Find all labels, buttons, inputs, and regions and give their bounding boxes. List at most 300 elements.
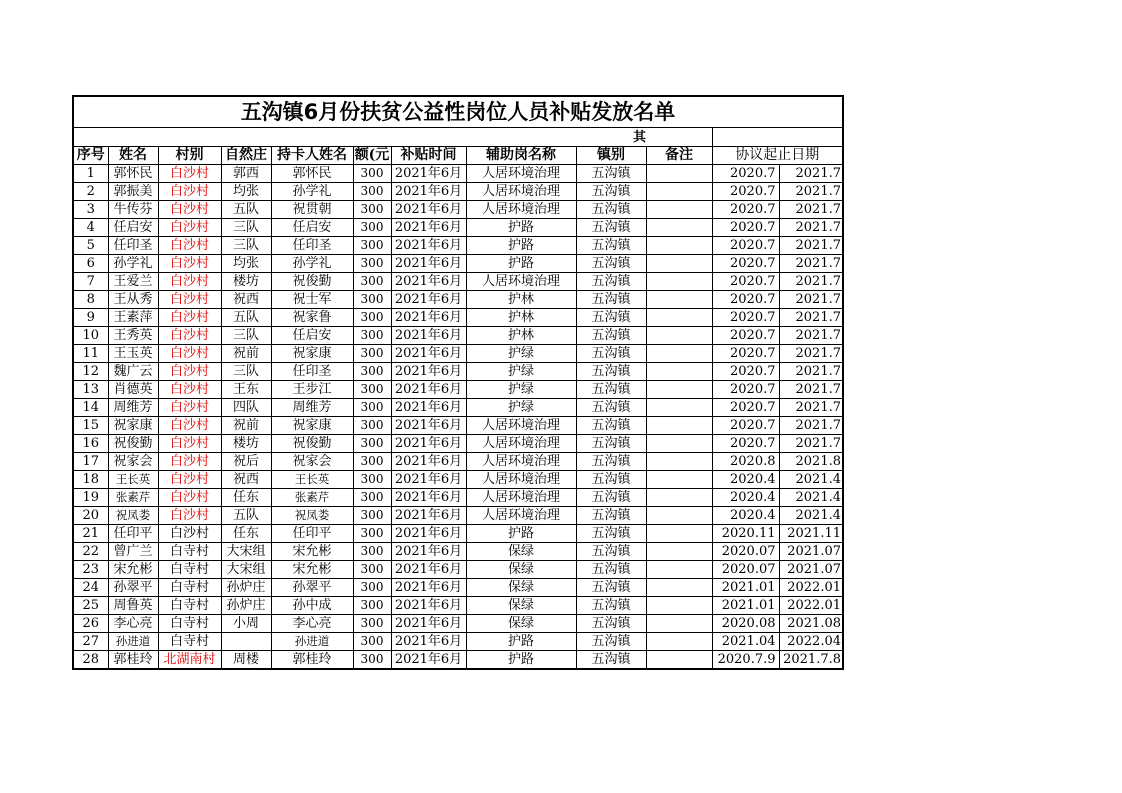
table-row [73, 273, 843, 291]
cell-note [646, 399, 712, 417]
table-row [73, 579, 843, 597]
cell-name: 任启安 [108, 219, 158, 237]
cell-no: 3 [73, 201, 108, 219]
header-holder: 持卡人姓名 [271, 147, 353, 165]
cell-start-date: 2020.7.9 [712, 651, 779, 670]
cell-end-date: 2021.7 [779, 417, 843, 435]
cell-name: 王从秀 [108, 291, 158, 309]
table-row [73, 291, 843, 309]
cell-post: 人居环境治理 [466, 453, 576, 471]
table-row [73, 561, 843, 579]
cell-note [646, 561, 712, 579]
cell-village: 白沙村 [158, 381, 221, 399]
cell-start-date: 2020.7 [712, 183, 779, 201]
cell-town: 五沟镇 [576, 363, 646, 381]
cell-holder: 祝家鲁 [271, 309, 353, 327]
cell-village: 白沙村 [158, 471, 221, 489]
cell-town: 五沟镇 [576, 471, 646, 489]
cell-period: 2021年6月 [391, 345, 466, 363]
cell-amount: 300 [353, 291, 391, 309]
cell-post: 人居环境治理 [466, 417, 576, 435]
header-period: 补贴时间 [391, 147, 466, 165]
cell-note [646, 183, 712, 201]
cell-town: 五沟镇 [576, 255, 646, 273]
cell-end-date: 2021.8 [779, 453, 843, 471]
cell-period: 2021年6月 [391, 273, 466, 291]
cell-name: 孙学礼 [108, 255, 158, 273]
cell-name: 郭振美 [108, 183, 158, 201]
cell-no: 17 [73, 453, 108, 471]
cell-hamlet: 四队 [221, 399, 271, 417]
cell-end-date: 2021.7 [779, 255, 843, 273]
cell-post: 护绿 [466, 345, 576, 363]
cell-hamlet [221, 633, 271, 651]
cell-town: 五沟镇 [576, 633, 646, 651]
cell-no: 4 [73, 219, 108, 237]
header-name: 姓名 [108, 147, 158, 165]
cell-amount: 300 [353, 237, 391, 255]
cell-post: 护绿 [466, 381, 576, 399]
cell-hamlet: 祝后 [221, 453, 271, 471]
cell-town: 五沟镇 [576, 273, 646, 291]
cell-end-date: 2022.01 [779, 597, 843, 615]
cell-town: 五沟镇 [576, 435, 646, 453]
cell-village: 白沙村 [158, 201, 221, 219]
header-row [73, 147, 843, 165]
cell-town: 五沟镇 [576, 165, 646, 183]
header-town: 镇别 [576, 147, 646, 165]
table-row [73, 219, 843, 237]
cell-end-date: 2021.4 [779, 489, 843, 507]
cell-no: 13 [73, 381, 108, 399]
cell-village: 白寺村 [158, 597, 221, 615]
cell-start-date: 2020.4 [712, 471, 779, 489]
header-village: 村别 [158, 147, 221, 165]
table-row [73, 183, 843, 201]
cell-start-date: 2020.7 [712, 345, 779, 363]
table-row [73, 435, 843, 453]
cell-holder: 祝贯朝 [271, 201, 353, 219]
cell-post: 护路 [466, 219, 576, 237]
cell-amount: 300 [353, 381, 391, 399]
table-row [73, 633, 843, 651]
cell-note [646, 417, 712, 435]
cell-name: 祝凤娄 [108, 507, 158, 525]
cell-amount: 300 [353, 273, 391, 291]
cell-no: 22 [73, 543, 108, 561]
cell-holder: 祝俊勤 [271, 435, 353, 453]
cell-post: 护路 [466, 651, 576, 670]
cell-start-date: 2020.7 [712, 219, 779, 237]
cell-end-date: 2021.7.8 [779, 651, 843, 670]
cell-note [646, 345, 712, 363]
cell-post: 人居环境治理 [466, 435, 576, 453]
cell-town: 五沟镇 [576, 615, 646, 633]
subheader-blank-right [712, 128, 843, 147]
subsidy-roster-table [72, 95, 844, 670]
cell-hamlet: 周楼 [221, 651, 271, 670]
cell-end-date: 2021.7 [779, 399, 843, 417]
cell-town: 五沟镇 [576, 219, 646, 237]
table-row [73, 651, 843, 670]
cell-amount: 300 [353, 651, 391, 670]
cell-amount: 300 [353, 633, 391, 651]
cell-no: 15 [73, 417, 108, 435]
table-row [73, 507, 843, 525]
cell-no: 14 [73, 399, 108, 417]
cell-period: 2021年6月 [391, 255, 466, 273]
cell-end-date: 2021.7 [779, 345, 843, 363]
cell-town: 五沟镇 [576, 453, 646, 471]
cell-holder: 祝家会 [271, 453, 353, 471]
cell-start-date: 2020.7 [712, 201, 779, 219]
cell-period: 2021年6月 [391, 543, 466, 561]
cell-hamlet: 孙炉庄 [221, 579, 271, 597]
cell-holder: 祝家康 [271, 345, 353, 363]
cell-end-date: 2021.7 [779, 273, 843, 291]
cell-hamlet: 祝西 [221, 291, 271, 309]
cell-end-date: 2021.07 [779, 561, 843, 579]
subheader-row [73, 128, 843, 147]
cell-hamlet: 祝西 [221, 471, 271, 489]
cell-post: 护林 [466, 291, 576, 309]
cell-end-date: 2021.7 [779, 201, 843, 219]
cell-note [646, 615, 712, 633]
cell-post: 护绿 [466, 363, 576, 381]
cell-town: 五沟镇 [576, 183, 646, 201]
cell-town: 五沟镇 [576, 489, 646, 507]
cell-note [646, 471, 712, 489]
cell-post: 护路 [466, 525, 576, 543]
cell-holder: 任印平 [271, 525, 353, 543]
cell-name: 周鲁英 [108, 597, 158, 615]
cell-post: 护林 [466, 327, 576, 345]
cell-end-date: 2021.7 [779, 309, 843, 327]
cell-note [646, 543, 712, 561]
cell-village: 白沙村 [158, 219, 221, 237]
header-note: 备注 [646, 147, 712, 165]
cell-end-date: 2021.07 [779, 543, 843, 561]
cell-village: 白沙村 [158, 453, 221, 471]
cell-note [646, 489, 712, 507]
cell-amount: 300 [353, 219, 391, 237]
cell-no: 27 [73, 633, 108, 651]
table-row [73, 309, 843, 327]
cell-period: 2021年6月 [391, 165, 466, 183]
cell-amount: 300 [353, 183, 391, 201]
cell-no: 2 [73, 183, 108, 201]
cell-no: 9 [73, 309, 108, 327]
cell-holder: 王步江 [271, 381, 353, 399]
cell-holder: 祝俊勤 [271, 273, 353, 291]
cell-holder: 孙学礼 [271, 255, 353, 273]
cell-hamlet: 三队 [221, 237, 271, 255]
cell-name: 宋允彬 [108, 561, 158, 579]
cell-period: 2021年6月 [391, 561, 466, 579]
cell-start-date: 2020.7 [712, 363, 779, 381]
cell-start-date: 2020.7 [712, 435, 779, 453]
cell-period: 2021年6月 [391, 291, 466, 309]
cell-period: 2021年6月 [391, 633, 466, 651]
cell-period: 2021年6月 [391, 327, 466, 345]
cell-post: 人居环境治理 [466, 183, 576, 201]
table-row [73, 327, 843, 345]
cell-post: 护路 [466, 237, 576, 255]
cell-village: 白寺村 [158, 561, 221, 579]
cell-town: 五沟镇 [576, 543, 646, 561]
cell-post: 人居环境治理 [466, 489, 576, 507]
title-row [73, 96, 843, 128]
cell-end-date: 2021.7 [779, 381, 843, 399]
cell-amount: 300 [353, 507, 391, 525]
cell-post: 保绿 [466, 579, 576, 597]
table-row [73, 201, 843, 219]
cell-start-date: 2020.11 [712, 525, 779, 543]
cell-hamlet: 均张 [221, 183, 271, 201]
cell-amount: 300 [353, 435, 391, 453]
header-amount: 额(元 [354, 147, 390, 163]
cell-post: 保绿 [466, 597, 576, 615]
cell-village: 白沙村 [158, 489, 221, 507]
cell-name: 王秀英 [108, 327, 158, 345]
cell-village: 白沙村 [158, 345, 221, 363]
cell-amount: 300 [353, 489, 391, 507]
cell-period: 2021年6月 [391, 237, 466, 255]
cell-amount: 300 [353, 399, 391, 417]
cell-no: 21 [73, 525, 108, 543]
cell-name: 祝家会 [108, 453, 158, 471]
cell-start-date: 2020.8 [712, 453, 779, 471]
cell-end-date: 2021.7 [779, 183, 843, 201]
table-row [73, 237, 843, 255]
cell-post: 护路 [466, 255, 576, 273]
cell-no: 16 [73, 435, 108, 453]
cell-end-date: 2021.7 [779, 237, 843, 255]
cell-note [646, 219, 712, 237]
subheader-fragment: 其 [73, 128, 646, 147]
cell-town: 五沟镇 [576, 597, 646, 615]
cell-amount: 300 [353, 453, 391, 471]
cell-end-date: 2021.4 [779, 471, 843, 489]
cell-note [646, 597, 712, 615]
cell-holder: 祝士军 [271, 291, 353, 309]
cell-period: 2021年6月 [391, 579, 466, 597]
cell-town: 五沟镇 [576, 579, 646, 597]
cell-note [646, 165, 712, 183]
cell-period: 2021年6月 [391, 201, 466, 219]
cell-name: 牛传芬 [108, 201, 158, 219]
cell-no: 7 [73, 273, 108, 291]
cell-post: 人居环境治理 [466, 507, 576, 525]
cell-note [646, 363, 712, 381]
cell-note [646, 651, 712, 670]
cell-no: 11 [73, 345, 108, 363]
cell-note [646, 507, 712, 525]
cell-hamlet: 祝前 [221, 417, 271, 435]
cell-note [646, 633, 712, 651]
cell-no: 1 [73, 165, 108, 183]
cell-village: 白寺村 [158, 579, 221, 597]
cell-hamlet: 王东 [221, 381, 271, 399]
cell-no: 23 [73, 561, 108, 579]
cell-post: 人居环境治理 [466, 273, 576, 291]
cell-name: 王爱兰 [108, 273, 158, 291]
header-agreement: 协议起止日期 [712, 147, 843, 165]
cell-post: 护路 [466, 633, 576, 651]
cell-hamlet: 孙炉庄 [221, 597, 271, 615]
cell-start-date: 2020.7 [712, 255, 779, 273]
cell-village: 白沙村 [158, 435, 221, 453]
table-row [73, 489, 843, 507]
table-row [73, 417, 843, 435]
cell-name: 张素芹 [108, 489, 158, 507]
cell-town: 五沟镇 [576, 507, 646, 525]
cell-period: 2021年6月 [391, 651, 466, 670]
cell-holder: 郭怀民 [271, 165, 353, 183]
cell-amount: 300 [353, 309, 391, 327]
cell-no: 5 [73, 237, 108, 255]
cell-hamlet: 三队 [221, 363, 271, 381]
cell-no: 24 [73, 579, 108, 597]
cell-post: 保绿 [466, 561, 576, 579]
cell-note [646, 273, 712, 291]
cell-holder: 孙翠平 [271, 579, 353, 597]
cell-holder: 祝家康 [271, 417, 353, 435]
cell-amount: 300 [353, 165, 391, 183]
cell-name: 魏广云 [108, 363, 158, 381]
cell-no: 28 [73, 651, 108, 670]
cell-holder: 周维芳 [271, 399, 353, 417]
cell-village: 白沙村 [158, 363, 221, 381]
cell-start-date: 2020.07 [712, 543, 779, 561]
cell-hamlet: 五队 [221, 201, 271, 219]
cell-village: 北湖南村 [158, 651, 221, 670]
cell-name: 王素萍 [108, 309, 158, 327]
cell-name: 任印圣 [108, 237, 158, 255]
cell-name: 任印平 [108, 525, 158, 543]
table-row [73, 381, 843, 399]
cell-period: 2021年6月 [391, 507, 466, 525]
cell-start-date: 2020.07 [712, 561, 779, 579]
cell-amount: 300 [353, 327, 391, 345]
cell-hamlet: 小周 [221, 615, 271, 633]
cell-start-date: 2021.04 [712, 633, 779, 651]
cell-note [646, 453, 712, 471]
cell-period: 2021年6月 [391, 381, 466, 399]
cell-no: 20 [73, 507, 108, 525]
cell-village: 白沙村 [158, 273, 221, 291]
cell-note [646, 435, 712, 453]
cell-hamlet: 三队 [221, 219, 271, 237]
cell-holder: 李心亮 [271, 615, 353, 633]
cell-town: 五沟镇 [576, 651, 646, 670]
table-row [73, 453, 843, 471]
cell-start-date: 2020.7 [712, 381, 779, 399]
cell-note [646, 327, 712, 345]
cell-start-date: 2020.4 [712, 507, 779, 525]
cell-holder: 任印圣 [271, 363, 353, 381]
cell-start-date: 2020.7 [712, 291, 779, 309]
cell-town: 五沟镇 [576, 237, 646, 255]
cell-hamlet: 大宋组 [221, 561, 271, 579]
cell-hamlet: 三队 [221, 327, 271, 345]
cell-period: 2021年6月 [391, 525, 466, 543]
cell-amount: 300 [353, 201, 391, 219]
cell-town: 五沟镇 [576, 327, 646, 345]
table-row [73, 165, 843, 183]
cell-post: 人居环境治理 [466, 165, 576, 183]
cell-village: 白沙村 [158, 255, 221, 273]
cell-hamlet: 均张 [221, 255, 271, 273]
cell-start-date: 2020.7 [712, 399, 779, 417]
cell-holder: 孙学礼 [271, 183, 353, 201]
cell-amount: 300 [353, 417, 391, 435]
cell-amount: 300 [353, 345, 391, 363]
cell-start-date: 2020.7 [712, 165, 779, 183]
cell-name: 郭怀民 [108, 165, 158, 183]
cell-start-date: 2020.08 [712, 615, 779, 633]
cell-amount: 300 [353, 615, 391, 633]
cell-name: 孙进道 [108, 633, 158, 651]
cell-post: 人居环境治理 [466, 201, 576, 219]
cell-holder: 祝凤娄 [271, 507, 353, 525]
cell-town: 五沟镇 [576, 309, 646, 327]
cell-name: 祝俊勤 [108, 435, 158, 453]
cell-village: 白沙村 [158, 183, 221, 201]
cell-no: 6 [73, 255, 108, 273]
cell-holder: 孙进道 [271, 633, 353, 651]
cell-no: 19 [73, 489, 108, 507]
cell-town: 五沟镇 [576, 561, 646, 579]
cell-town: 五沟镇 [576, 291, 646, 309]
cell-amount: 300 [353, 597, 391, 615]
cell-end-date: 2021.7 [779, 435, 843, 453]
cell-village: 白沙村 [158, 237, 221, 255]
cell-start-date: 2020.7 [712, 309, 779, 327]
cell-holder: 任启安 [271, 327, 353, 345]
cell-note [646, 201, 712, 219]
cell-end-date: 2021.7 [779, 327, 843, 345]
cell-period: 2021年6月 [391, 615, 466, 633]
cell-post: 保绿 [466, 543, 576, 561]
cell-start-date: 2020.7 [712, 327, 779, 345]
cell-start-date: 2020.7 [712, 237, 779, 255]
cell-amount: 300 [353, 579, 391, 597]
cell-town: 五沟镇 [576, 399, 646, 417]
cell-village: 白沙村 [158, 525, 221, 543]
cell-start-date: 2021.01 [712, 597, 779, 615]
cell-amount: 300 [353, 561, 391, 579]
cell-town: 五沟镇 [576, 201, 646, 219]
cell-village: 白沙村 [158, 291, 221, 309]
header-seq: 序号 [73, 147, 108, 165]
cell-town: 五沟镇 [576, 381, 646, 399]
subheader-blank [646, 128, 712, 147]
cell-note [646, 291, 712, 309]
cell-end-date: 2021.7 [779, 165, 843, 183]
cell-village: 白沙村 [158, 309, 221, 327]
cell-hamlet: 大宋组 [221, 543, 271, 561]
table-row [73, 597, 843, 615]
cell-period: 2021年6月 [391, 399, 466, 417]
table-row [73, 615, 843, 633]
cell-village: 白寺村 [158, 615, 221, 633]
cell-period: 2021年6月 [391, 417, 466, 435]
cell-period: 2021年6月 [391, 453, 466, 471]
cell-town: 五沟镇 [576, 345, 646, 363]
cell-holder: 郭桂玲 [271, 651, 353, 670]
cell-no: 25 [73, 597, 108, 615]
